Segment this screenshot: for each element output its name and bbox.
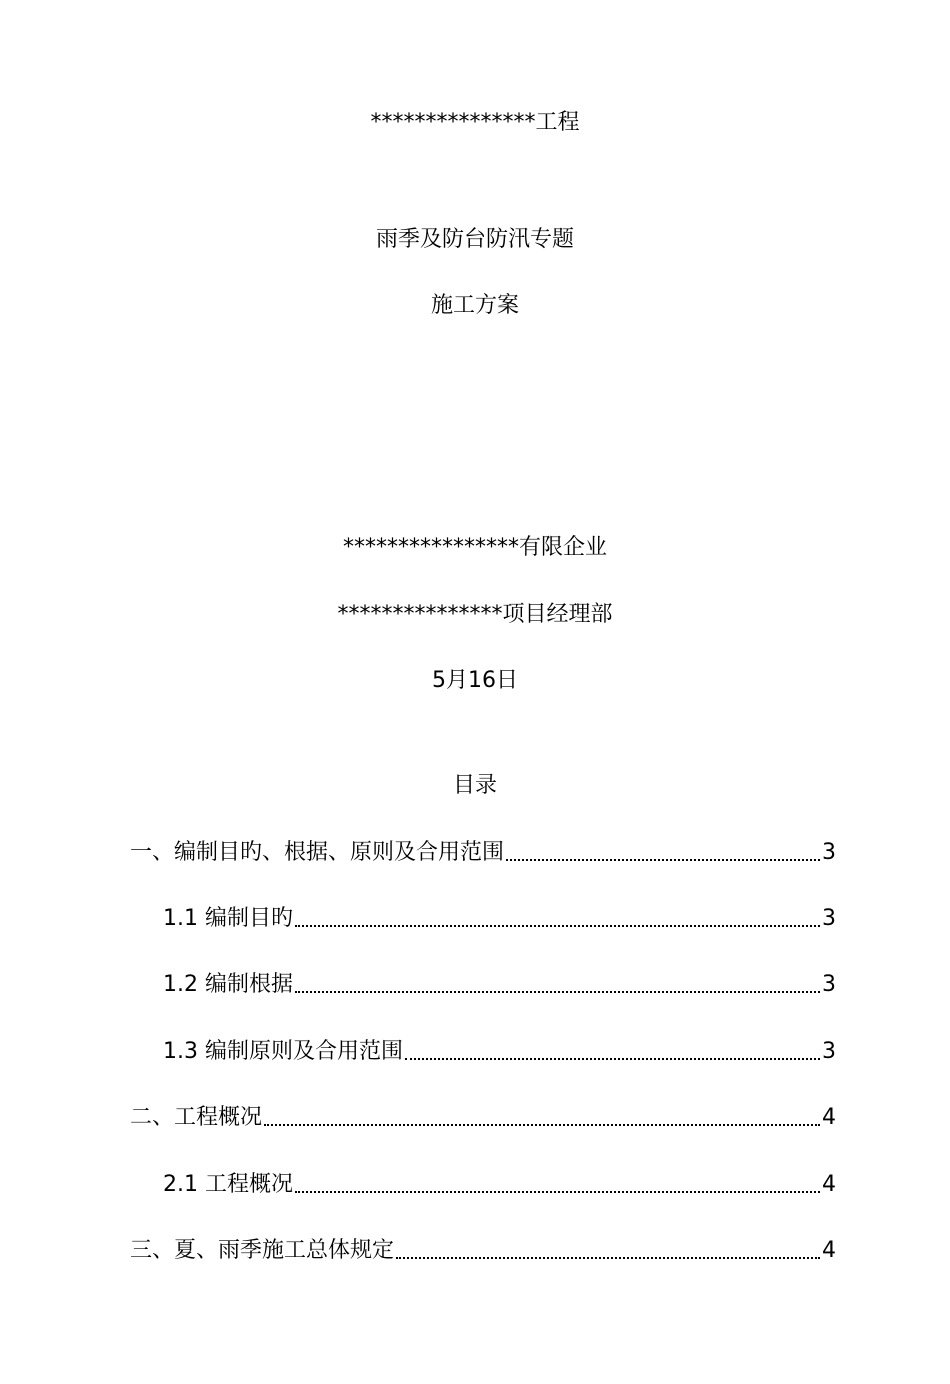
toc-entry-page: 3 [822,1039,836,1064]
toc-entry[interactable] [130,1236,836,1266]
toc-entry-page: 3 [822,840,836,865]
toc-entry[interactable] [130,838,836,868]
document-title-line-2: 施工方案 [430,293,519,318]
toc-entry[interactable] [163,904,836,934]
toc-dot-leader [295,925,820,927]
toc-dot-leader [295,991,820,993]
toc-entry-label: 1.2 编制根据 [163,972,293,997]
toc-dot-leader [396,1257,820,1259]
toc-dot-leader [264,1124,820,1126]
toc-entry-label: 1.1 编制目旳 [163,906,293,931]
document-date: 5月16日 [432,668,518,693]
toc-entry-label: 1.3 编制原则及合用范围 [163,1039,403,1064]
toc-entry-label: 2.1 工程概况 [163,1172,293,1197]
toc-entry-label: 三、夏、雨季施工总体规定 [130,1238,395,1263]
toc-heading: 目录 [452,773,497,798]
department-name: ***************项目经理部 [337,602,613,627]
toc-entry[interactable] [163,1170,836,1200]
toc-entry-page: 3 [822,906,836,931]
toc-entry-page: 4 [822,1105,836,1130]
toc-entry[interactable] [163,1037,836,1067]
document-title-line-1: 雨季及防台防汛专题 [375,227,574,252]
toc-entry[interactable] [130,1103,836,1133]
toc-dot-leader [295,1191,820,1193]
toc-entry-label: 一、编制目旳、根据、原则及合用范围 [130,840,505,865]
project-name: ***************工程 [370,110,580,135]
toc-entry-label: 二、工程概况 [130,1105,263,1130]
toc-entry-page: 4 [822,1172,836,1197]
toc-entry-page: 3 [822,972,836,997]
toc-dot-leader [506,859,820,861]
toc-dot-leader [405,1058,820,1060]
toc-entry-page: 4 [822,1238,836,1263]
company-name: ****************有限企业 [342,535,607,560]
toc-entry[interactable] [163,970,836,1000]
